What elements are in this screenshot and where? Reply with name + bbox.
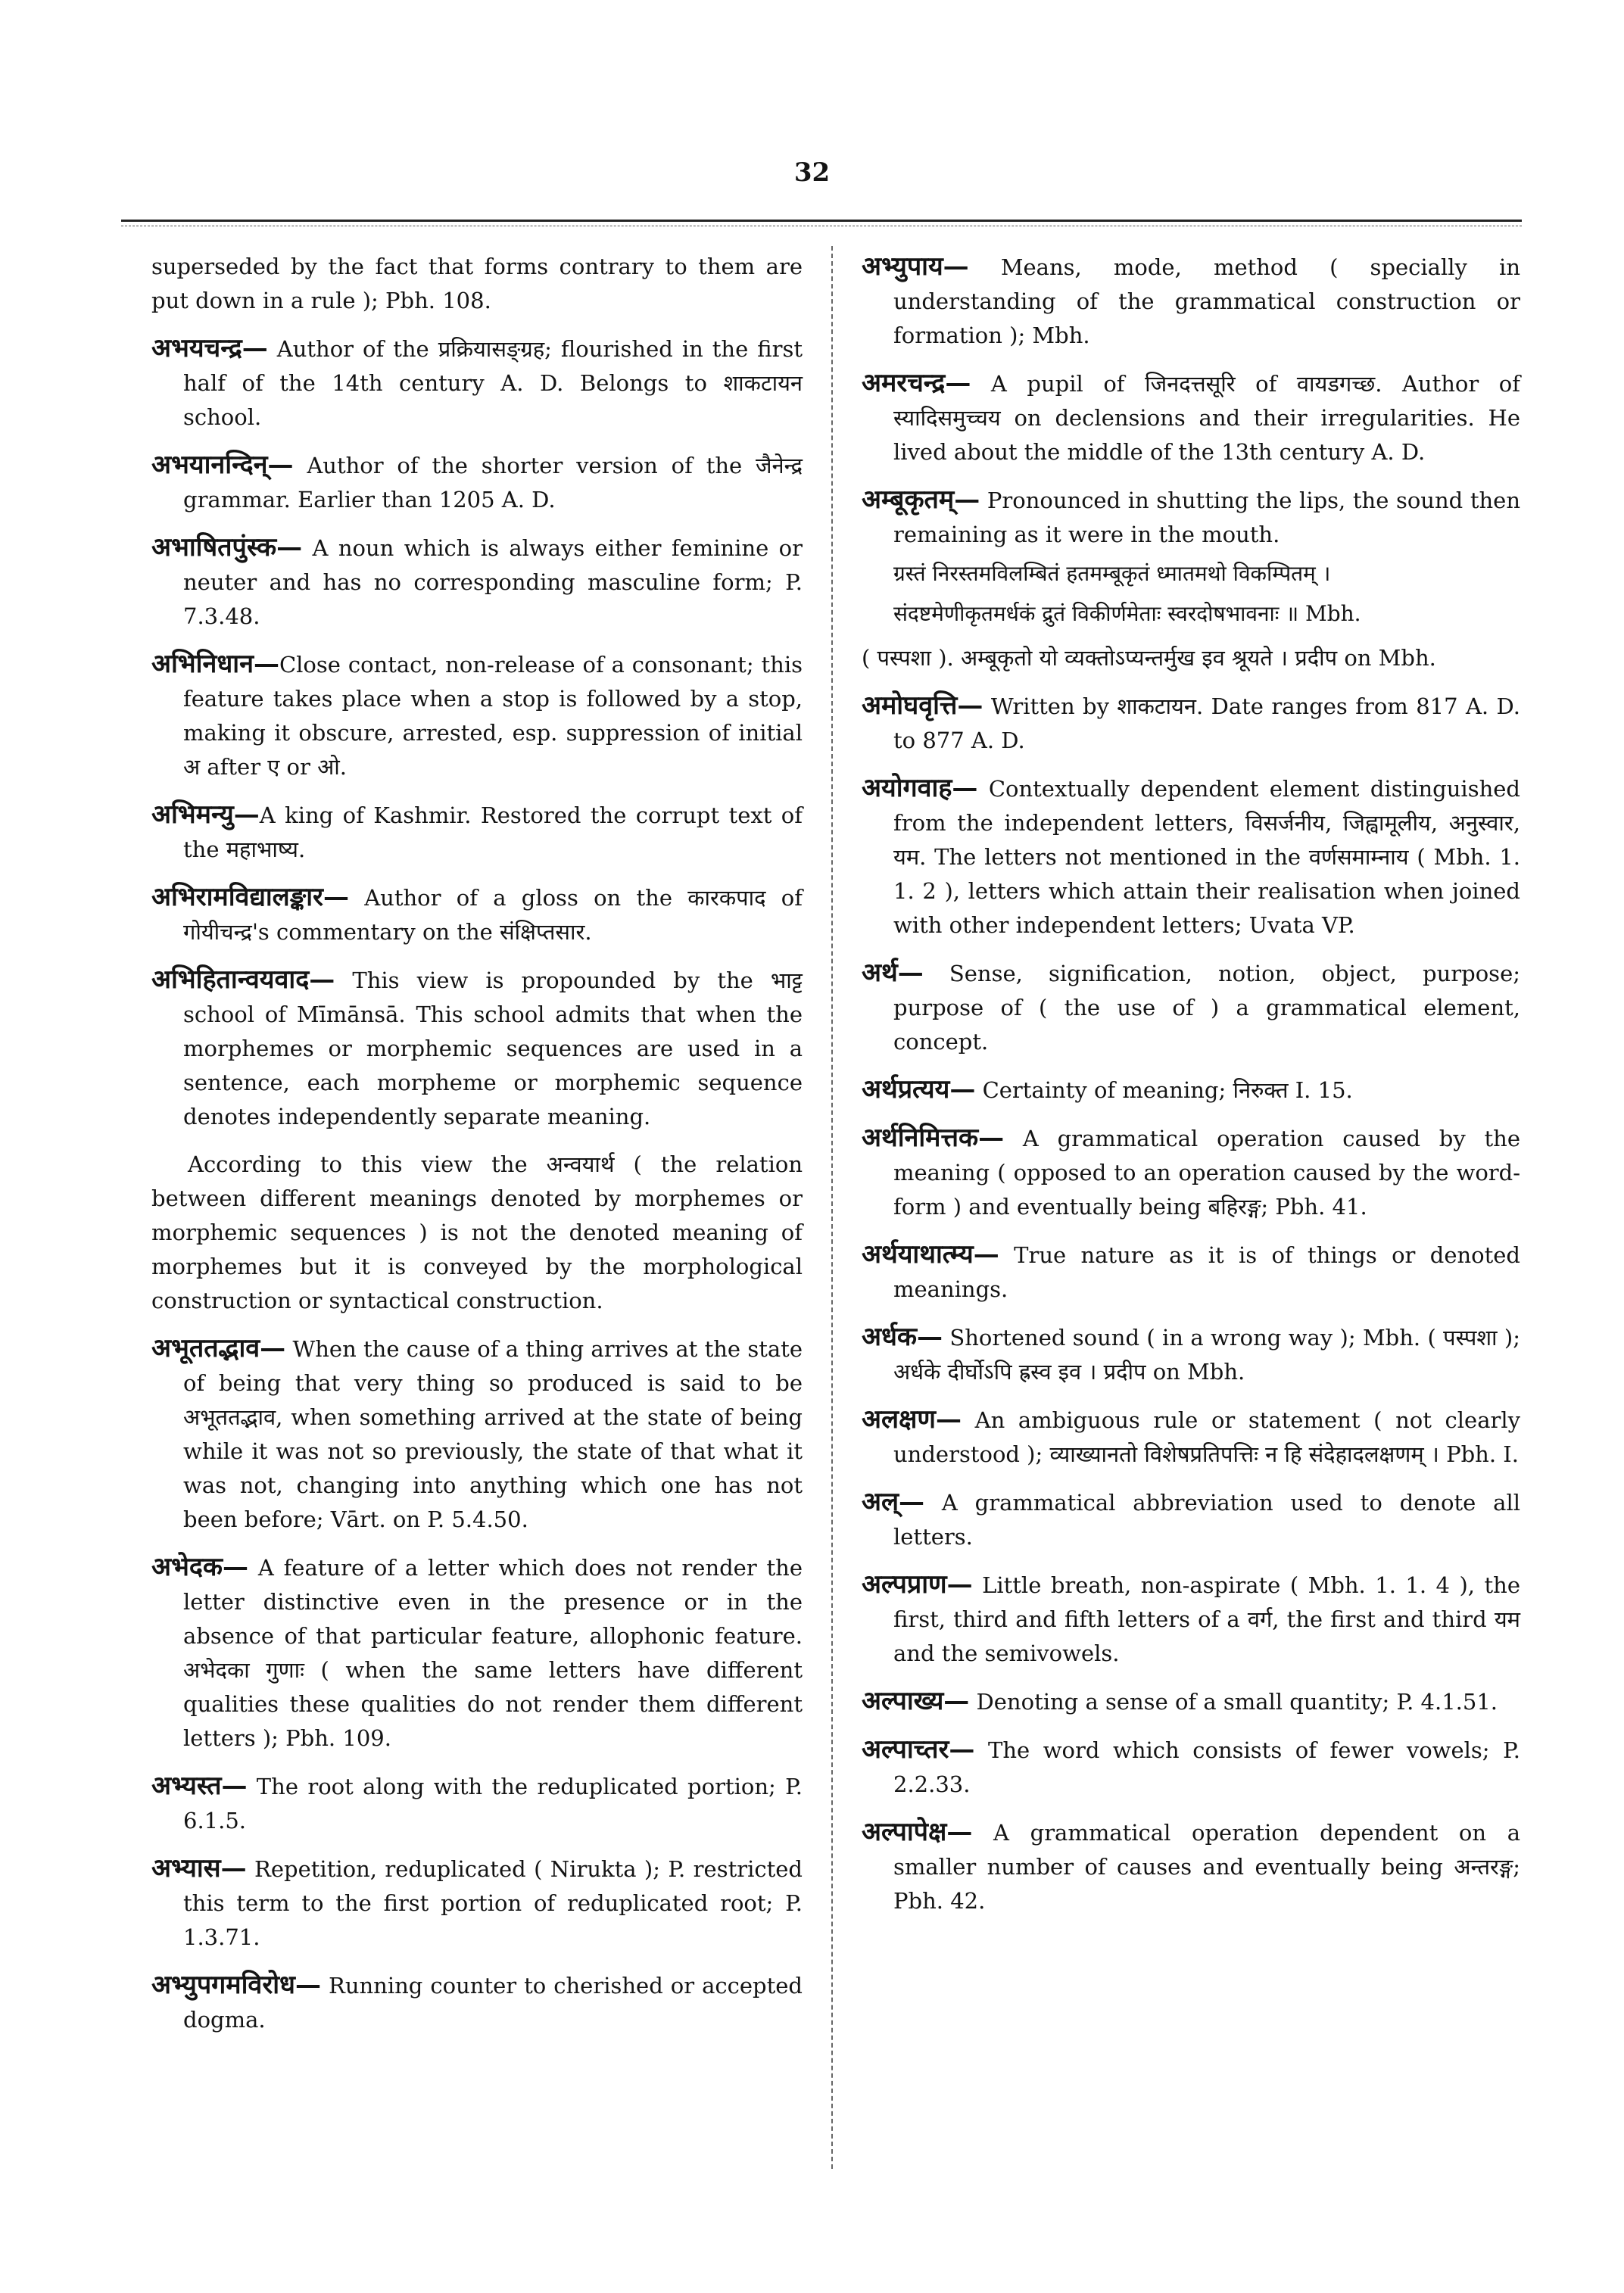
dictionary-entry — [862, 366, 1520, 469]
dictionary-entry — [862, 483, 1520, 552]
headword: अर्थनिमित्तक— — [862, 1123, 1005, 1153]
entry-text: A king of Kashmir. Restored the corrupt text of the महाभाष्य. — [183, 802, 803, 862]
dictionary-entry — [151, 1968, 803, 2037]
entry-text: An ambiguous rule or statement ( not clearly understood ); व्याख्यानतो विशेषप्रतिपत्तिः न हि संदेहादलक्षणम् । Pbh. I. — [893, 1407, 1520, 1467]
entry-text: A grammatical abbreviation used to denote all letters. — [893, 1490, 1520, 1550]
entry-text: Certainty of meaning; निरुक्त I. 15. — [975, 1077, 1353, 1103]
dictionary-entry — [862, 1320, 1520, 1389]
dictionary-entry — [151, 448, 803, 517]
dictionary-entry — [862, 1684, 1520, 1719]
entry-text: Repetition, reduplicated ( Nirukta ); P. restricted this term to the first portion of reduplicated root; P. 1.3.71. — [183, 1856, 803, 1950]
dictionary-entry — [151, 1769, 803, 1838]
entry-text: Little breath, non-aspirate ( Mbh. 1. 1. 4 ), the first, third and fifth letters of a वर्ग, the first and third यम and the semivowels. — [893, 1572, 1520, 1666]
headword: अभिनिधान— — [151, 649, 279, 679]
dictionary-entry — [862, 1815, 1520, 1918]
headword: अभयानन्दिन्— — [151, 450, 294, 480]
headword: अभ्युपाय— — [862, 251, 969, 282]
dictionary-entry — [151, 880, 803, 949]
entry-text: Contextually dependent element distinguished from the independent letters, विसर्जनीय, जिह्वामूलीय, अनुस्वार, यम. The letters not mentioned in the वर्णसमाम्नाय ( Mbh. 1. 1. 2 ), letters which attain their realisation when joined with other independent letters; Uvata VP. — [893, 776, 1520, 938]
entry-text: Shortened sound ( in a wrong way ); Mbh. ( पस्पशा ); अर्धके दीर्घोऽपि ह्रस्व इव । प्रदीप on Mbh. — [893, 1325, 1520, 1385]
right-column — [862, 250, 1520, 1932]
entry-text: Author of the shorter version of the जैनेन्द्र grammar. Earlier than 1205 A. D. — [183, 453, 803, 512]
dictionary-entry — [151, 1852, 803, 1955]
left-column — [151, 250, 803, 2051]
headword: अभिमन्यु— — [151, 799, 260, 830]
dictionary-entry — [862, 250, 1520, 353]
entry-text: A grammatical operation dependent on a smaller number of causes and eventually being अन्तरङ्ग; Pbh. 42. — [893, 1820, 1520, 1914]
entry-continuation: ( पस्पशा ). अम्बूकृतो यो व्यक्तोऽप्यन्तर्मुख इव श्रूयते । प्रदीप on Mbh. — [862, 645, 1436, 671]
headword: अर्धक— — [862, 1322, 943, 1352]
page-number: 32 — [793, 157, 831, 188]
headword: अल्पप्राण— — [862, 1569, 973, 1600]
entry-text: When the cause of a thing arrives at the state of being that very thing so produced is said to be अभूततद्भाव, when something arrived at the state of being while it was not so previously, the state of that what it was not, changing into anything which one has not been before; Vārt. on P. 5.4.50. — [183, 1336, 803, 1532]
headword: अलक्षण— — [862, 1404, 962, 1435]
entry-text: Close contact, non-release of a consonant; this feature takes place when a stop is followed by a stop, making it obscure, arrested, esp. suppression of initial अ after ए or ओ. — [183, 652, 803, 780]
entry-text: The word which consists of fewer vowels; P. 2.2.33. — [893, 1737, 1520, 1797]
entry-text: Pronounced in shutting the lips, the sound then remaining as it were in the mouth. — [893, 488, 1520, 547]
headword: अर्थ— — [862, 958, 924, 988]
dictionary-entry — [151, 332, 803, 435]
headword: अल्पापेक्ष— — [862, 1817, 973, 1847]
entry-text: The root along with the reduplicated portion; P. 6.1.5. — [183, 1774, 803, 1833]
entry-text: Running counter to cherished or accepted dogma. — [183, 1973, 803, 2033]
headword: अभाषितपुंस्क— — [151, 532, 303, 562]
quotation-line: ग्रस्तं निरस्तमविलम्बितं हतमम्बूकृतं ध्मातमथो विकम्पितम् । — [893, 561, 1331, 586]
quotation-line: संदष्टमेणीकृतमर्धकं द्रुतं विकीर्णमेताः स्वरदोषभावनाः ॥ Mbh. — [893, 601, 1361, 626]
entry-text: Author of a gloss on the कारकपाद of गोयीचन्द्र's commentary on the संक्षिप्तसार. — [183, 885, 803, 945]
dictionary-entry — [151, 531, 803, 634]
dictionary-entry — [862, 1485, 1520, 1554]
headword: अमरचन्द्र— — [862, 368, 971, 398]
dictionary-entry — [862, 956, 1520, 1059]
dictionary-entry — [151, 1332, 803, 1537]
entry-text: This view is propounded by the भाट्ट school of Mīmānsā. This school admits that when the morphemes or morphemic sequences are used in a sentence, each morpheme or morphemic sequence denotes independently separate meaning. — [183, 967, 803, 1129]
headword: अल्पाख्य— — [862, 1686, 970, 1716]
entry-text: True nature as it is of things or denoted meanings. — [893, 1242, 1520, 1302]
dictionary-entry — [862, 1733, 1520, 1802]
entry-text: A feature of a letter which does not render the letter distinctive even in the presence or in the absence of that particular feature, allophonic feature. अभेदका गुणाः ( when the same letters have different qualities these qualities do not render them different letters ); Pbh. 109. — [183, 1555, 803, 1751]
headword: अम्बूकृतम्— — [862, 484, 980, 515]
dictionary-entry — [862, 1238, 1520, 1307]
entry-paragraph: According to this view the अन्वयार्थ ( the relation between different meanings denoted by morphemes or morphemic sequences ) is not the denoted meaning of morphemes but it is conveyed by the morphological construction or syntactical construction. — [151, 1151, 803, 1313]
headword: अभिरामविद्यालङ्कार— — [151, 882, 349, 912]
headword: अल्— — [862, 1487, 925, 1517]
headword: अर्थयाथात्म्य— — [862, 1239, 999, 1270]
dictionary-entry — [151, 250, 803, 318]
entry-text: Written by शाकटायन. Date ranges from 817 A. D. to 877 A. D. — [893, 693, 1520, 753]
dictionary-entry — [151, 647, 803, 784]
headword: अभयचन्द्र— — [151, 333, 268, 363]
entry-text: Means, mode, method ( specially in understanding of the grammatical construction or formation ); Mbh. — [893, 254, 1520, 348]
dictionary-entry — [862, 689, 1520, 758]
headword: अयोगवाह— — [862, 773, 978, 803]
headword: अल्पाच्तर— — [862, 1734, 975, 1765]
headword: अर्थप्रत्यय— — [862, 1074, 976, 1104]
headword: अभ्यास— — [151, 1853, 247, 1883]
headword: अभेदक— — [151, 1552, 249, 1582]
entry-text: Denoting a sense of a small quantity; P. 4.1.51. — [969, 1689, 1498, 1715]
dictionary-entry — [862, 1568, 1520, 1671]
column-divider — [831, 246, 833, 2169]
entry-text: A grammatical operation caused by the meaning ( opposed to an operation caused by the word-form ) and eventually being बहिरङ्ग; Pbh. 41. — [893, 1126, 1520, 1220]
headword: अभ्युपगमविरोध— — [151, 1970, 321, 2000]
dictionary-entry — [862, 1121, 1520, 1224]
dictionary-entry — [151, 798, 803, 867]
headword: अभिहितान्वयवाद— — [151, 964, 335, 995]
entry-text: Author of the प्रक्रियासङ्ग्रह; flourished in the first half of the 14th century A. D. Belongs to शाकटायन school. — [183, 336, 803, 430]
dictionary-entry — [862, 1403, 1520, 1472]
dictionary-entry — [862, 1073, 1520, 1108]
header-rule — [121, 220, 1522, 222]
entry-text: A pupil of जिनदत्तसूरि of वायडगच्छ. Author of स्यादिसमुच्चय on declensions and their irregularities. He lived about the middle of the 13th century A. D. — [893, 371, 1520, 465]
headword: अभूततद्भाव— — [151, 1333, 286, 1363]
entry-text: A noun which is always either feminine or neuter and has no corresponding masculine form; P. 7.3.48. — [183, 535, 803, 629]
entry-text: superseded by the fact that forms contrary to them are put down in a rule ); Pbh. 108. — [151, 254, 803, 313]
headword: अमोघवृत्ति— — [862, 690, 983, 721]
dictionary-entry — [862, 771, 1520, 942]
headword: अभ्यस्त— — [151, 1771, 248, 1801]
dictionary-entry — [151, 1550, 803, 1756]
dictionary-entry — [151, 963, 803, 1134]
entry-text: Sense, signification, notion, object, purpose; purpose of ( the use of ) a grammatical element, concept. — [893, 961, 1520, 1055]
